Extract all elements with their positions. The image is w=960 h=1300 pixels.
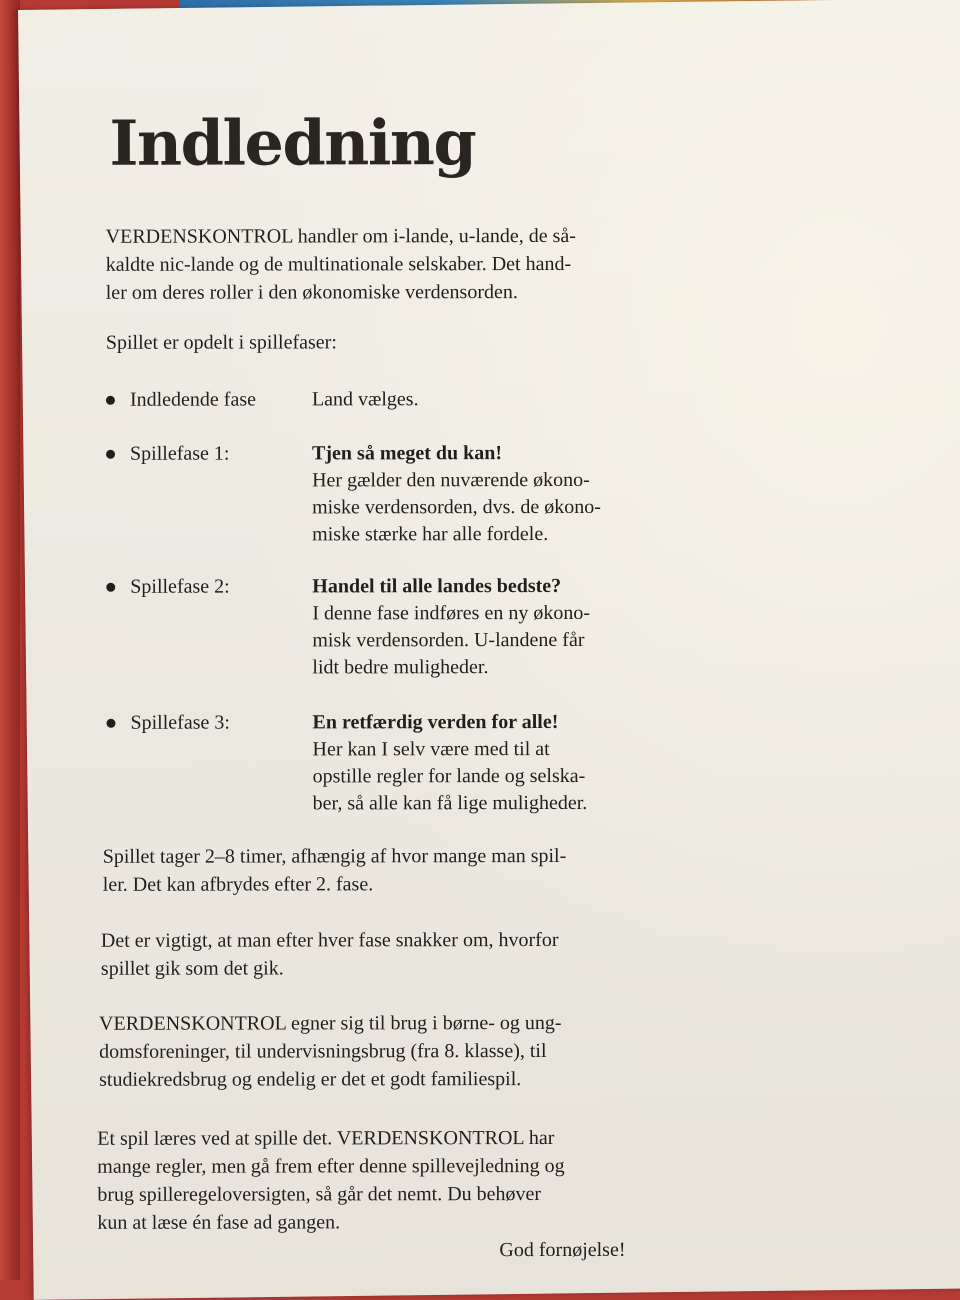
learning-paragraph: Et spil læres ved at spille det. VERDENSKONTROL har mange regler, men gå frem efter denne spillevejledning og brug spilleregeloversigten, så går det nemt. Du behøver kun at læse én fase ad gangen. (97, 1127, 565, 1234)
phases-intro: Spillet er opdelt i spillefaser: (105, 331, 337, 354)
red-board-edge (0, 0, 20, 1280)
page-content (19, 7, 960, 1289)
phase-body (312, 573, 642, 682)
phase-heading: En retfærdig verden for alle! (312, 711, 559, 734)
phase-item-3 (106, 709, 666, 815)
intro-paragraph: VERDENSKONTROL handler om i-lande, u-lande, de så- kaldte nic-lande og de multinationale selskaber. Det hand- ler om deres roller i den økonomiske verdensorden. (105, 224, 576, 304)
bullet-icon (106, 583, 115, 592)
phase-body (312, 440, 642, 549)
phase-text: Land vælges. (311, 388, 419, 411)
phase-label: Spillefase 3: (130, 711, 230, 734)
phase-body (312, 386, 642, 414)
bullet-icon (106, 450, 115, 459)
bullet-icon (106, 396, 115, 405)
phase-text: I denne fase indføres en ny økono- misk verdensorden. U-landene får lidt bedre muligheder. (312, 601, 591, 679)
phase-text: Her kan I selv være med til at opstille regler for lande og selska- ber, så alle kan få lige muligheder. (312, 738, 588, 815)
phase-text: Her gælder den nuværende økono- miske verdensorden, dvs. de økono- miske stærke har alle fordele. (312, 468, 601, 546)
usage-paragraph: VERDENSKONTROL egner sig til brug i børne- og ung- domsforeninger, til undervisningsbrug (fra 8. klasse), til studiekredsbrug og endelig er det et godt familiespil. (99, 1011, 562, 1091)
closing-line: God fornøjelse! (499, 1238, 626, 1262)
phase-body (312, 709, 642, 818)
phase-heading: Handel til alle landes bedste? (312, 574, 562, 598)
phase-item-1 (106, 440, 666, 546)
phase-heading: Tjen så meget du kan! (312, 442, 503, 465)
phase-label: Indledende fase (129, 388, 256, 411)
discussion-paragraph: Det er vigtigt, at man efter hver fase snakker om, hvorfor spillet gik som det gik. (100, 929, 559, 980)
page-title: Indledning (109, 106, 476, 180)
duration-paragraph: Spillet tager 2–8 timer, afhængig af hvor mange man spil- ler. Det kan afbrydes efter 2. fase. (102, 844, 567, 896)
phase-label: Spillefase 2: (130, 575, 230, 598)
phase-item-2 (106, 573, 666, 679)
bullet-icon (106, 719, 115, 728)
paper-sheet (18, 0, 960, 1300)
phase-label: Spillefase 1: (130, 442, 230, 465)
phase-item-indledende (106, 386, 666, 411)
